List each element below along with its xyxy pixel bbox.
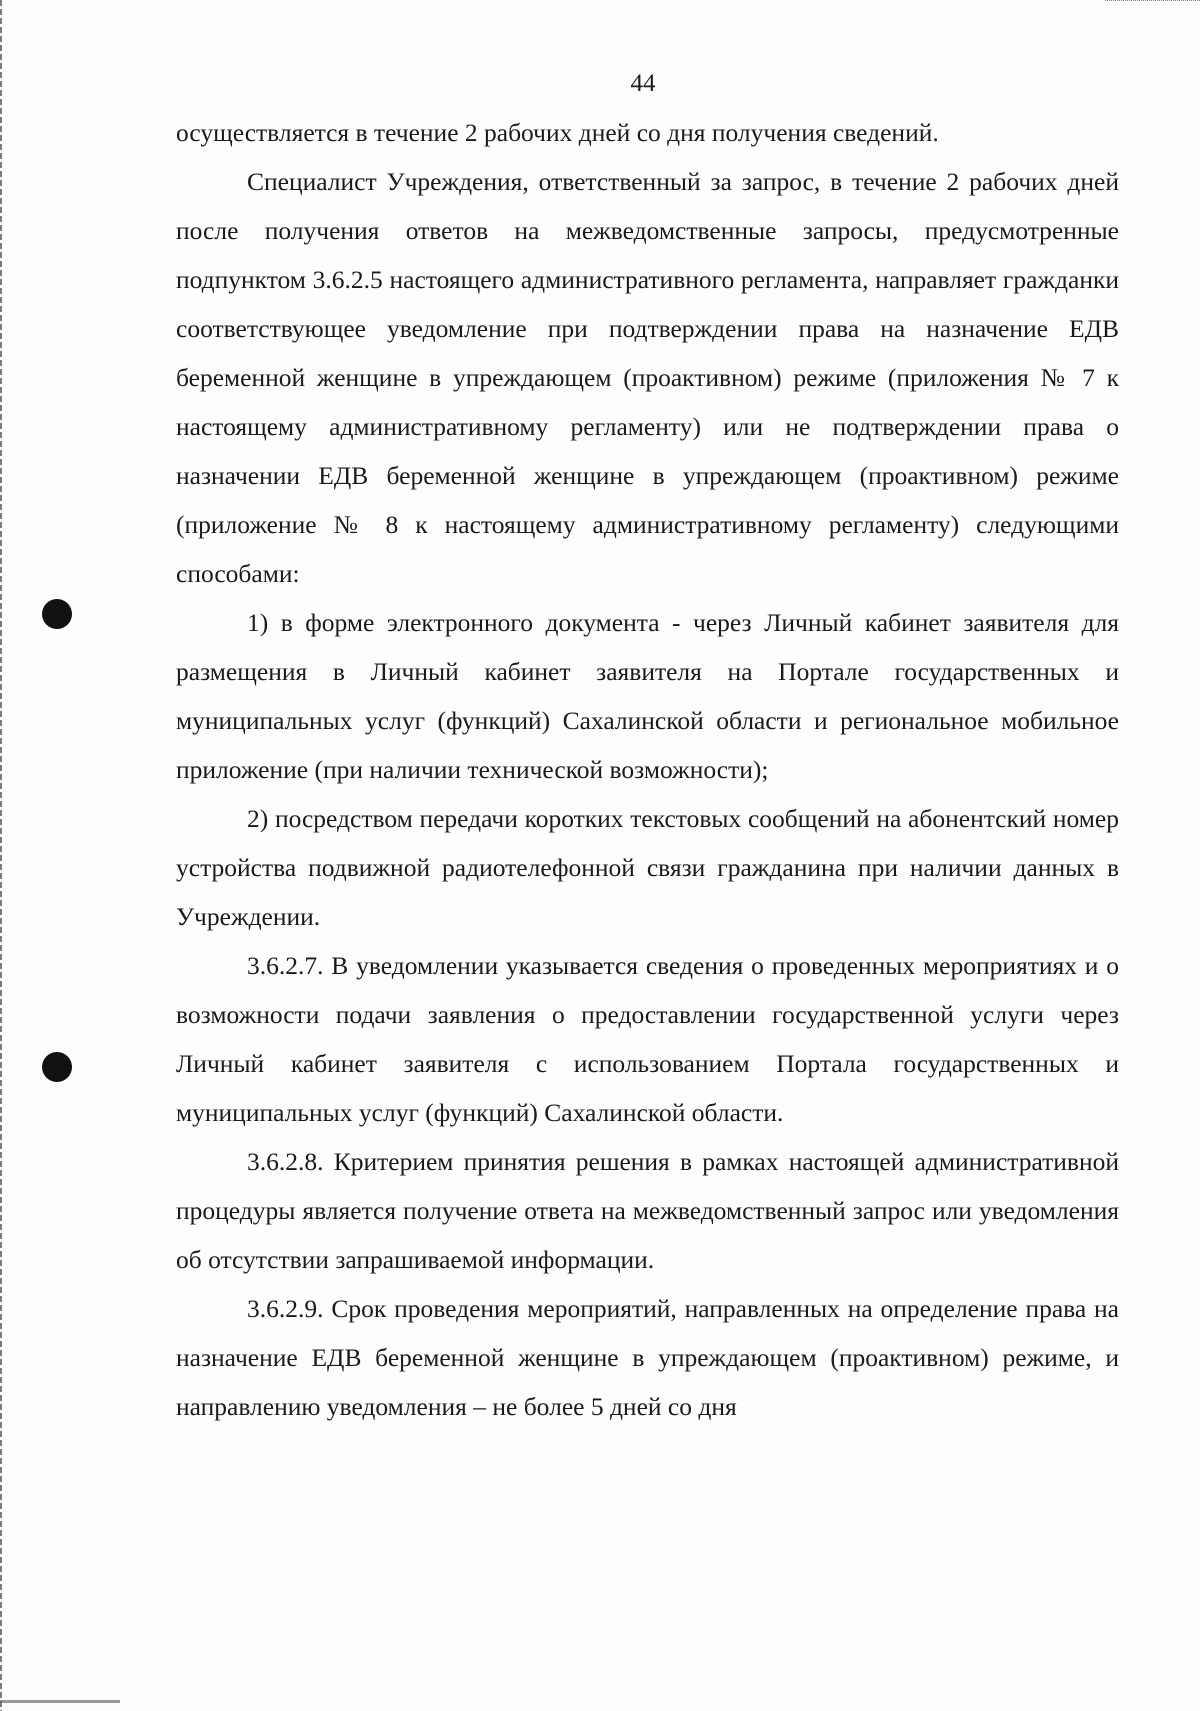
paragraph-method-electronic: 1) в форме электронного документа - через Личный кабинет заявителя для размещения в Личный кабинет заявителя на Портале государственных и муниципальных услуг (функций) Сахалинской области и региональное мобильное приложение (при наличии технической возможности); xyxy=(176,608,1119,784)
scan-corner-mark xyxy=(1105,0,1200,2)
paragraph-specialist-notification: Специалист Учреждения, ответственный за запрос, в течение 2 рабочих дней после получения ответов на межведомственные запросы, предусмотренные подпунктом 3.6.2.5 настоящего административного регламента, направляет гражданки соответствующее уведомление при подтверждении права на назначение ЕДВ беременной женщине в упреждающем (проактивном) режиме (приложения № 7 к настоящему административному регламенту) или не подтверждении права о назначении ЕДВ беременной женщине в упреждающем (проактивном) режиме (приложение № 8 к настоящему административному регламенту) следующими способами: xyxy=(176,167,1119,588)
punch-hole-icon xyxy=(42,1052,72,1082)
document-body xyxy=(176,108,1119,1431)
paragraph-method-sms: 2) посредством передачи коротких текстовых сообщений на абонентский номер устройства подвижной радиотелефонной связи гражданина при наличии данных в Учреждении. xyxy=(176,804,1119,931)
page-number: 44 xyxy=(630,70,656,97)
paragraph-3-6-2-9: 3.6.2.9. Срок проведения мероприятий, направленных на определение права на назначение ЕДВ беременной женщине в упреждающем (проактивном) режиме, и направлению уведомления – не более 5 дней со дня xyxy=(176,1294,1119,1421)
punch-hole-icon xyxy=(42,599,72,629)
paragraph-continuation: осуществляется в течение 2 рабочих дней со дня получения сведений. xyxy=(176,118,939,147)
scan-left-edge xyxy=(0,0,2,1711)
paragraph-3-6-2-8: 3.6.2.8. Критерием принятия решения в рамках настоящей административной процедуры является получение ответа на межведомственный запрос или уведомления об отсутствии запрашиваемой информации. xyxy=(176,1147,1119,1274)
paragraph-3-6-2-7: 3.6.2.7. В уведомлении указывается сведения о проведенных мероприятиях и о возможности подачи заявления о предоставлении государственной услуги через Личный кабинет заявителя с использованием Портала государственных и муниципальных услуг (функций) Сахалинской области. xyxy=(176,951,1119,1127)
scan-bottom-mark xyxy=(0,1700,120,1703)
